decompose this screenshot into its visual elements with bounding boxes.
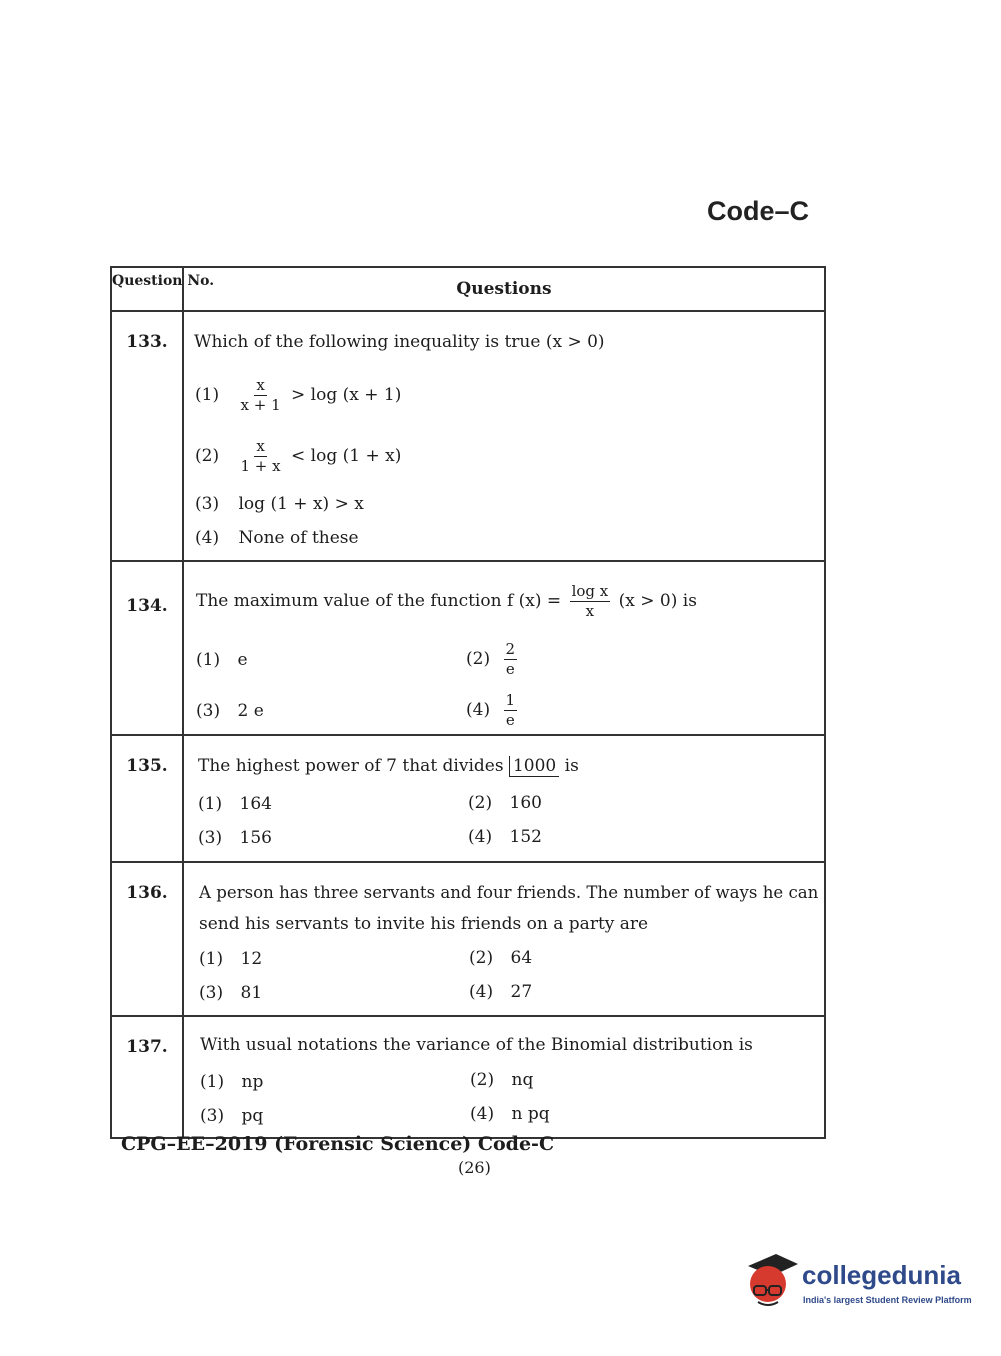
option-text: None of these bbox=[238, 528, 359, 548]
option-1[interactable] bbox=[200, 1072, 263, 1092]
option-label: (4) bbox=[466, 700, 491, 720]
option-4[interactable] bbox=[470, 1104, 550, 1124]
question-row-133 bbox=[112, 312, 824, 562]
option-label: (2) bbox=[470, 1070, 495, 1090]
option-label: (1) bbox=[195, 385, 220, 405]
option-2[interactable] bbox=[469, 948, 532, 968]
option-3[interactable] bbox=[199, 983, 262, 1003]
option-label: (2) bbox=[469, 948, 494, 968]
factorial-value: 1000 bbox=[509, 756, 559, 777]
question-number: 135. bbox=[112, 736, 184, 861]
option-3[interactable] bbox=[198, 828, 272, 848]
option-3[interactable] bbox=[196, 701, 264, 721]
option-text: 12 bbox=[240, 949, 263, 969]
option-text: log (1 + x) > x bbox=[238, 494, 364, 514]
option-2[interactable] bbox=[466, 640, 520, 679]
question-text-start: The highest power of 7 that divides bbox=[198, 756, 504, 776]
option-text: 164 bbox=[239, 794, 272, 814]
fraction-denominator: 1 + x bbox=[240, 457, 281, 475]
question-number: 133. bbox=[112, 312, 184, 560]
option-rest: > log (x + 1) bbox=[291, 385, 402, 405]
option-1[interactable] bbox=[195, 376, 401, 415]
question-content bbox=[184, 736, 824, 861]
option-2[interactable] bbox=[468, 793, 542, 813]
option-label: (2) bbox=[466, 649, 491, 669]
question-number: 134. bbox=[112, 562, 184, 734]
option-4[interactable] bbox=[195, 528, 359, 548]
option-text: 152 bbox=[509, 827, 542, 847]
option-text: 2 e bbox=[237, 701, 264, 721]
option-text: pq bbox=[241, 1106, 264, 1126]
footer-exam-code: CPG–EE–2019 (Forensic Science) Code-C bbox=[121, 1133, 555, 1155]
option-4[interactable] bbox=[468, 827, 542, 847]
header-questions: Questions bbox=[456, 279, 552, 299]
fraction bbox=[504, 691, 518, 730]
mascot-icon bbox=[744, 1252, 800, 1312]
option-rest: < log (1 + x) bbox=[291, 446, 402, 466]
fraction bbox=[504, 640, 518, 679]
option-text: e bbox=[237, 650, 248, 670]
question-row-134 bbox=[112, 562, 824, 736]
fraction bbox=[239, 376, 283, 415]
option-label: (3) bbox=[198, 828, 223, 848]
fraction-numerator: x bbox=[256, 376, 265, 394]
option-4[interactable] bbox=[469, 982, 532, 1002]
option-label: (3) bbox=[196, 701, 221, 721]
function-lhs: f (x) = bbox=[506, 591, 562, 611]
option-label: (4) bbox=[469, 982, 494, 1002]
question-text-start: The maximum value of the function bbox=[196, 591, 502, 611]
option-label: (4) bbox=[195, 528, 220, 548]
fraction-denominator: e bbox=[505, 660, 515, 678]
fraction bbox=[570, 582, 611, 621]
option-1[interactable] bbox=[198, 794, 272, 814]
option-label: (3) bbox=[200, 1106, 225, 1126]
question-number: 136. bbox=[112, 863, 184, 1015]
option-text: 160 bbox=[509, 793, 542, 813]
fraction-denominator: x bbox=[585, 602, 595, 620]
question-text bbox=[198, 756, 579, 776]
brand-name: collegedunia bbox=[802, 1260, 961, 1290]
question-number: 137. bbox=[112, 1017, 184, 1137]
fraction-numerator: log x bbox=[571, 582, 609, 600]
option-label: (1) bbox=[198, 794, 223, 814]
table-header bbox=[112, 268, 824, 312]
option-text: np bbox=[241, 1072, 264, 1092]
option-label: (1) bbox=[200, 1072, 225, 1092]
question-row-137 bbox=[112, 1017, 824, 1137]
option-2[interactable] bbox=[195, 437, 401, 476]
option-1[interactable] bbox=[196, 650, 248, 670]
collegedunia-logo bbox=[744, 1250, 974, 1320]
code-label: Code–C bbox=[707, 196, 810, 226]
option-label: (2) bbox=[195, 446, 220, 466]
option-1[interactable] bbox=[199, 949, 262, 969]
fraction-denominator: x + 1 bbox=[240, 396, 281, 414]
option-label: (2) bbox=[468, 793, 493, 813]
question-text-end: is bbox=[564, 756, 579, 776]
fraction-denominator: e bbox=[505, 711, 515, 729]
page-number: (26) bbox=[458, 1158, 491, 1177]
option-label: (3) bbox=[199, 983, 224, 1003]
option-text: 64 bbox=[510, 948, 533, 968]
question-text-line-2: send his servants to invite his friends on a party are bbox=[199, 914, 649, 934]
option-text: 156 bbox=[239, 828, 272, 848]
header-question-no: Question No. bbox=[112, 268, 184, 310]
option-text: 27 bbox=[510, 982, 533, 1002]
question-text: With usual notations the variance of the Binomial distribution is bbox=[200, 1035, 753, 1055]
question-row-136 bbox=[112, 863, 824, 1017]
question-content bbox=[184, 312, 824, 560]
option-label: (3) bbox=[195, 494, 220, 514]
question-row-135 bbox=[112, 736, 824, 863]
fraction-numerator: x bbox=[256, 437, 265, 455]
option-4[interactable] bbox=[466, 691, 520, 730]
question-text-line-1: A person has three servants and four friends. The number of ways he can bbox=[199, 883, 819, 902]
option-2[interactable] bbox=[470, 1070, 533, 1090]
option-text: 81 bbox=[240, 983, 263, 1003]
function-rest: (x > 0) is bbox=[618, 591, 697, 611]
option-text: nq bbox=[511, 1070, 534, 1090]
option-text: n pq bbox=[511, 1104, 550, 1124]
brand-tagline: India's largest Student Review Platform bbox=[803, 1295, 972, 1305]
option-label: (4) bbox=[470, 1104, 495, 1124]
fraction-numerator: 2 bbox=[505, 640, 516, 658]
option-label: (4) bbox=[468, 827, 493, 847]
question-content bbox=[184, 1017, 824, 1137]
option-label: (1) bbox=[199, 949, 224, 969]
question-text: Which of the following inequality is true (x > 0) bbox=[194, 332, 605, 352]
questions-table bbox=[110, 266, 826, 1139]
option-label: (1) bbox=[196, 650, 221, 670]
question-content bbox=[184, 863, 824, 1015]
fraction bbox=[239, 437, 283, 476]
question-text bbox=[196, 582, 697, 621]
option-3[interactable] bbox=[200, 1106, 263, 1126]
question-content bbox=[184, 562, 824, 734]
option-3[interactable] bbox=[195, 494, 364, 514]
fraction-numerator: 1 bbox=[505, 691, 516, 709]
